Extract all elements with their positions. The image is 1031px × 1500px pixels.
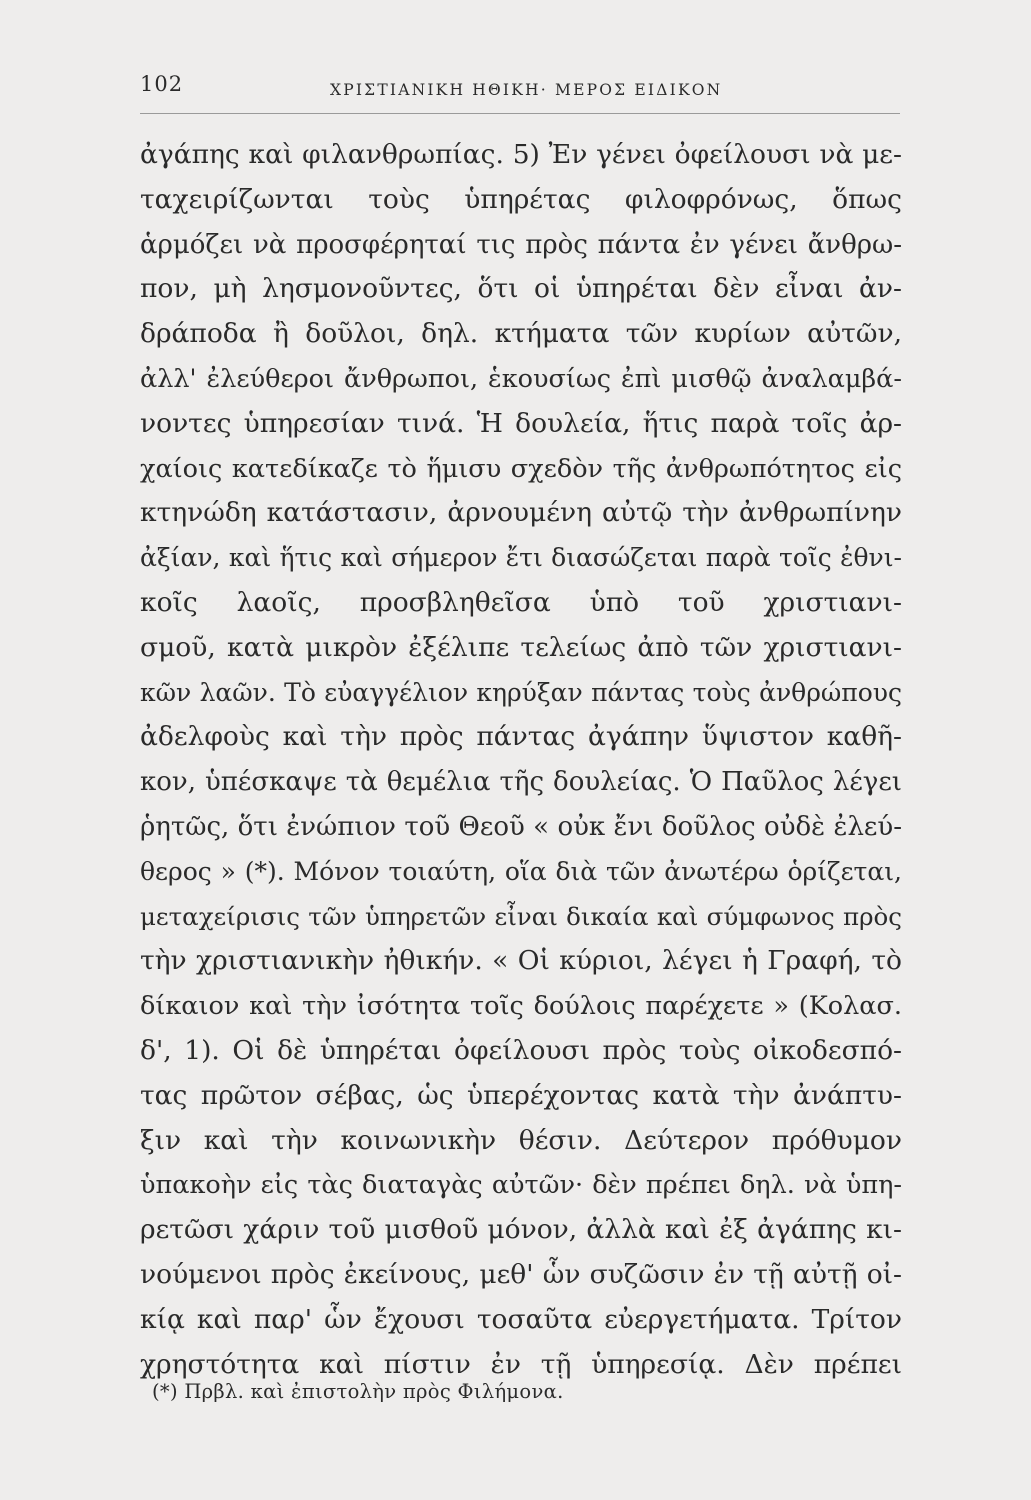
running-title: ΧΡΙΣΤΙΑΝΙΚΗ ΗΘΙΚΗ· ΜΕΡΟΣ ΕΙΔΙΚΟΝ — [330, 81, 723, 99]
text-line: ἀδελφοὺς καὶ τὴν πρὸς πάντας ἀγάπην ὕψιστον καθῆ- — [140, 721, 902, 753]
text-line: σμοῦ, κατὰ μικρὸν ἐξέλιπε τελείως ἀπὸ τῶν χριστιανι- — [140, 631, 902, 663]
text-line: ῥητῶς, ὅτι ἐνώπιον τοῦ Θεοῦ « οὐκ ἔνι δοῦλος οὐδὲ ἐλεύ- — [140, 811, 902, 842]
text-line: νούμενοι πρὸς ἐκείνους, μεθ' ὧν συζῶσιν ἐν τῇ αὐτῇ οἰ- — [140, 1258, 902, 1290]
text-line: κοῖς λαοῖς, προσβληθεῖσα ὑπὸ τοῦ χριστιανι- — [140, 586, 902, 618]
text-line: τας πρῶτον σέβας, ὡς ὑπερέχοντας κατὰ τὴν ἀνάπτυ- — [140, 1079, 902, 1111]
text-line: δίκαιον καὶ τὴν ἰσότητα τοῖς δούλοις παρέχετε » (Κολασ. — [140, 991, 902, 1022]
footnote: (*) Πρβλ. καὶ ἐπιστολὴν πρὸς Φιλήμονα. — [152, 1380, 564, 1403]
text-line: δ', 1). Οἱ δὲ ὑπηρέται ὀφείλουσι πρὸς τοὺς οἰκοδεσπό- — [140, 1034, 902, 1066]
text-line: θερος » (*). Μόνον τοιαύτη, οἵα διὰ τῶν ἀνωτέρω ὁρίζεται, — [140, 856, 902, 886]
text-line: τὴν χριστιανικὴν ἠθικήν. « Οἱ κύριοι, λέγει ἡ Γραφή, τὸ — [140, 945, 902, 977]
page-number: 102 — [140, 72, 184, 96]
text-line: κίᾳ καὶ παρ' ὧν ἔχουσι τοσαῦτα εὐεργετήματα. Τρίτον — [140, 1303, 902, 1335]
text-line: χαίοις κατεδίκαζε τὸ ἥμισυ σχεδὸν τῆς ἀνθρωπότητος εἰς — [140, 453, 902, 484]
text-line: ἀλλ' ἐλεύθεροι ἄνθρωποι, ἑκουσίως ἐπὶ μισθῷ ἀναλαμβά- — [140, 363, 902, 394]
body-text — [140, 133, 902, 1387]
text-line: ἀγάπης καὶ φιλανθρωπίας. 5) Ἐν γένει ὀφείλουσι νὰ με- — [140, 139, 902, 170]
text-line: κτηνώδη κατάστασιν, ἀρνουμένη αὐτῷ τὴν ἀνθρωπίνην — [140, 497, 902, 529]
text-line: πον, μὴ λησμονοῦντες, ὅτι οἱ ὑπηρέται δὲν εἶναι ἀν- — [140, 273, 902, 305]
text-line: ἁρμόζει νὰ προσφέρηταί τις πρὸς πάντα ἐν γένει ἄνθρω- — [140, 229, 902, 260]
text-line: νοντες ὑπηρεσίαν τινά. Ἡ δουλεία, ἥτις παρὰ τοῖς ἀρ- — [140, 407, 902, 439]
text-line: δράποδα ἢ δοῦλοι, δηλ. κτήματα τῶν κυρίων αὐτῶν, — [140, 318, 902, 350]
text-line: κον, ὑπέσκαψε τὰ θεμέλια τῆς δουλείας. Ὁ Παῦλος λέγει — [140, 767, 902, 798]
text-line: χρηστότητα καὶ πίστιν ἐν τῇ ὑπηρεσίᾳ. Δὲν πρέπει — [140, 1348, 902, 1380]
header-divider — [140, 113, 900, 114]
text-line: κῶν λαῶν. Τὸ εὐαγγέλιον κηρύξαν πάντας τοὺς ἀνθρώπους — [140, 677, 902, 707]
text-line: ὑπακοὴν εἰς τὰς διαταγὰς αὐτῶν· δὲν πρέπει δηλ. νὰ ὑπη- — [140, 1170, 902, 1201]
text-line: ἀξίαν, καὶ ἥτις καὶ σήμερον ἔτι διασώζεται παρὰ τοῖς ἐθνι- — [140, 543, 902, 573]
page-header — [140, 64, 900, 104]
text-line: ρετῶσι χάριν τοῦ μισθοῦ μόνον, ἀλλὰ καὶ ἐξ ἀγάπης κι- — [140, 1214, 902, 1246]
text-line: ταχειρίζωνται τοὺς ὑπηρέτας φιλοφρόνως, ὅπως — [140, 183, 902, 215]
text-line: ξιν καὶ τὴν κοινωνικὴν θέσιν. Δεύτερον πρόθυμον — [140, 1124, 902, 1156]
text-line: μεταχείρισις τῶν ὑπηρετῶν εἶναι δικαία καὶ σύμφωνος πρὸς — [140, 901, 902, 931]
